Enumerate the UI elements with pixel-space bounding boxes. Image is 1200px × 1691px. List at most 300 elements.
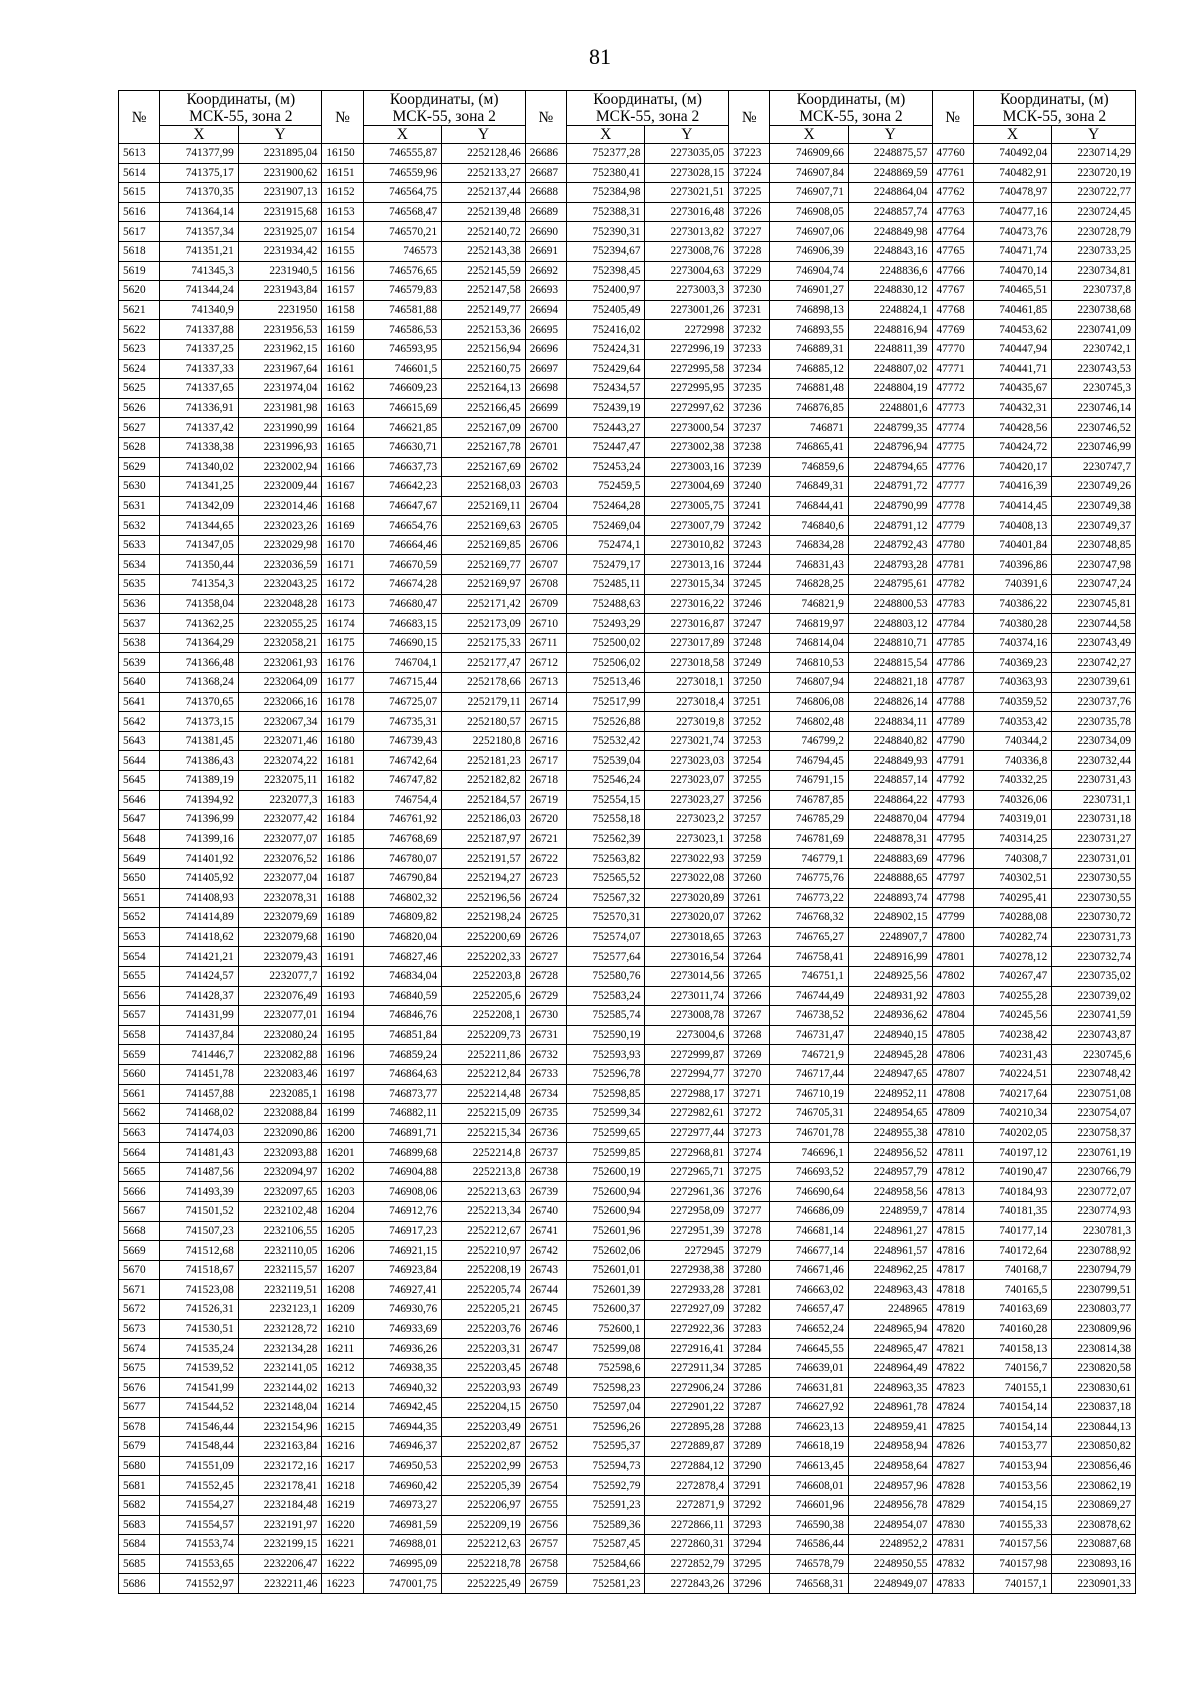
point-number: 16150: [322, 144, 363, 164]
coord-x: 746725,07: [363, 692, 441, 712]
point-number: 16181: [322, 751, 363, 771]
coord-y: 2248857,74: [848, 202, 932, 222]
coord-x: 746938,35: [363, 1358, 441, 1378]
point-number: 16199: [322, 1104, 363, 1124]
table-row: [119, 1143, 1136, 1163]
coord-y: 2231915,68: [238, 202, 322, 222]
coord-x: 740314,25: [973, 829, 1051, 849]
point-number: 37244: [729, 555, 770, 575]
coord-y: 2231895,04: [238, 144, 322, 164]
coord-x: 741336,91: [160, 398, 238, 418]
header-coords: [363, 91, 525, 126]
table-row: [119, 163, 1136, 183]
point-number: 16178: [322, 692, 363, 712]
point-number: 16166: [322, 457, 363, 477]
coord-y: 2230794,79: [1052, 1260, 1136, 1280]
point-number: 26732: [525, 1045, 566, 1065]
table-row: [119, 771, 1136, 791]
point-number: 47826: [932, 1437, 973, 1457]
table-row: [119, 1300, 1136, 1320]
point-number: 16221: [322, 1535, 363, 1555]
coord-x: 740359,52: [973, 692, 1051, 712]
coord-y: 2248958,64: [848, 1456, 932, 1476]
coord-y: 2273005,75: [645, 496, 729, 516]
coord-y: 2232110,05: [238, 1241, 322, 1261]
point-number: 26688: [525, 183, 566, 203]
coord-y: 2248962,25: [848, 1260, 932, 1280]
coord-y: 2232211,46: [238, 1574, 322, 1594]
coord-y: 2252184,57: [442, 790, 526, 810]
point-number: 47821: [932, 1339, 973, 1359]
coord-x: 746889,31: [770, 339, 848, 359]
point-number: 16191: [322, 947, 363, 967]
point-number: 37264: [729, 947, 770, 967]
coord-x: 752600,1: [567, 1319, 645, 1339]
table-row: [119, 1456, 1136, 1476]
coord-y: 2232088,84: [238, 1104, 322, 1124]
coord-y: 2272911,34: [645, 1358, 729, 1378]
coord-x: 741341,25: [160, 477, 238, 497]
table-row: [119, 1515, 1136, 1535]
point-number: 47767: [932, 281, 973, 301]
point-number: 5668: [119, 1221, 160, 1241]
point-number: 37263: [729, 927, 770, 947]
point-number: 37224: [729, 163, 770, 183]
coord-x: 746908,05: [770, 202, 848, 222]
coord-y: 2230741,09: [1052, 320, 1136, 340]
coord-x: 741377,99: [160, 144, 238, 164]
table-row: [119, 986, 1136, 1006]
point-number: 37237: [729, 418, 770, 438]
coord-y: 2273011,74: [645, 986, 729, 1006]
point-number: 37262: [729, 908, 770, 928]
coord-y: 2252169,85: [442, 535, 526, 555]
coord-y: 2248961,78: [848, 1398, 932, 1418]
point-number: 37277: [729, 1202, 770, 1222]
coord-x: 740380,28: [973, 614, 1051, 634]
coord-y: 2232076,52: [238, 849, 322, 869]
coord-x: 752539,04: [567, 751, 645, 771]
coord-x: 746807,94: [770, 673, 848, 693]
table-row: [119, 1123, 1136, 1143]
point-number: 5635: [119, 575, 160, 595]
coord-x: 752554,15: [567, 790, 645, 810]
point-number: 16184: [322, 810, 363, 830]
coord-y: 2272999,87: [645, 1045, 729, 1065]
coord-x: 740190,47: [973, 1162, 1051, 1182]
coord-x: 740282,74: [973, 927, 1051, 947]
coord-y: 2252128,46: [442, 144, 526, 164]
coord-x: 746844,41: [770, 496, 848, 516]
coord-x: 752602,06: [567, 1241, 645, 1261]
point-number: 16196: [322, 1045, 363, 1065]
point-number: 16187: [322, 868, 363, 888]
point-number: 26702: [525, 457, 566, 477]
coord-y: 2252203,76: [442, 1319, 526, 1339]
coord-x: 746731,47: [770, 1025, 848, 1045]
coord-y: 2273004,69: [645, 477, 729, 497]
coord-x: 746779,1: [770, 849, 848, 869]
coord-x: 740363,93: [973, 673, 1051, 693]
coord-x: 752597,04: [567, 1398, 645, 1418]
coord-y: 2272996,19: [645, 339, 729, 359]
table-row: [119, 1241, 1136, 1261]
coord-y: 2231940,5: [238, 261, 322, 281]
coord-y: 2248883,69: [848, 849, 932, 869]
coord-x: 740177,14: [973, 1221, 1051, 1241]
point-number: 5626: [119, 398, 160, 418]
coord-x: 746768,32: [770, 908, 848, 928]
coord-y: 2252180,8: [442, 731, 526, 751]
coord-x: 740424,72: [973, 437, 1051, 457]
coord-y: 2252212,63: [442, 1535, 526, 1555]
coord-y: 2272884,12: [645, 1456, 729, 1476]
header-subrow: [119, 126, 1136, 144]
point-number: 16203: [322, 1182, 363, 1202]
coord-y: 2231967,64: [238, 359, 322, 379]
coord-y: 2272866,11: [645, 1515, 729, 1535]
coord-x: 746609,23: [363, 379, 441, 399]
coord-y: 2273018,1: [645, 673, 729, 693]
point-number: 47761: [932, 163, 973, 183]
point-number: 47802: [932, 966, 973, 986]
point-number: 5684: [119, 1535, 160, 1555]
coord-x: 746802,48: [770, 712, 848, 732]
coord-y: 2232064,09: [238, 673, 322, 693]
coord-x: 741347,05: [160, 535, 238, 555]
coord-y: 2252145,59: [442, 261, 526, 281]
point-number: 47773: [932, 398, 973, 418]
coord-x: 752429,64: [567, 359, 645, 379]
point-number: 47807: [932, 1064, 973, 1084]
coord-y: 2230738,68: [1052, 300, 1136, 320]
table-row: [119, 908, 1136, 928]
coord-y: 2230734,09: [1052, 731, 1136, 751]
coord-y: 2232079,43: [238, 947, 322, 967]
point-number: 37296: [729, 1574, 770, 1594]
coord-x: 746810,53: [770, 653, 848, 673]
coord-y: 2230731,43: [1052, 771, 1136, 791]
point-number: 5648: [119, 829, 160, 849]
coord-y: 2230735,02: [1052, 966, 1136, 986]
coord-x: 740238,42: [973, 1025, 1051, 1045]
coord-x: 746671,46: [770, 1260, 848, 1280]
coord-y: 2252210,97: [442, 1241, 526, 1261]
point-number: 26749: [525, 1378, 566, 1398]
coord-y: 2252167,78: [442, 437, 526, 457]
point-number: 37248: [729, 633, 770, 653]
coord-x: 740217,64: [973, 1084, 1051, 1104]
coord-x: 746631,81: [770, 1378, 848, 1398]
coord-x: 746568,47: [363, 202, 441, 222]
coord-x: 741344,24: [160, 281, 238, 301]
point-number: 37254: [729, 751, 770, 771]
coord-x: 740153,56: [973, 1476, 1051, 1496]
coord-x: 740154,14: [973, 1398, 1051, 1418]
coord-y: 2248954,65: [848, 1104, 932, 1124]
point-number: 16204: [322, 1202, 363, 1222]
coord-y: 2248875,57: [848, 144, 932, 164]
coord-y: 2230814,38: [1052, 1339, 1136, 1359]
coord-y: 2248945,28: [848, 1045, 932, 1065]
coord-x: 746623,13: [770, 1417, 848, 1437]
point-number: 37267: [729, 1006, 770, 1026]
coord-y: 2232141,05: [238, 1358, 322, 1378]
point-number: 5651: [119, 888, 160, 908]
coord-y: 2252218,78: [442, 1554, 526, 1574]
point-number: 26706: [525, 535, 566, 555]
coord-x: 746568,31: [770, 1574, 848, 1594]
coord-y: 2230830,61: [1052, 1378, 1136, 1398]
coord-x: 746613,45: [770, 1456, 848, 1476]
point-number: 47769: [932, 320, 973, 340]
point-number: 5647: [119, 810, 160, 830]
coord-x: 752405,49: [567, 300, 645, 320]
table-row: [119, 379, 1136, 399]
coord-y: 2230748,85: [1052, 535, 1136, 555]
coord-y: 2232093,88: [238, 1143, 322, 1163]
coord-x: 741431,99: [160, 1006, 238, 1026]
coord-y: 2230742,1: [1052, 339, 1136, 359]
coord-x: 740369,23: [973, 653, 1051, 673]
coord-y: 2230732,44: [1052, 751, 1136, 771]
point-number: 47766: [932, 261, 973, 281]
coord-y: 2272998: [645, 320, 729, 340]
coord-x: 752592,79: [567, 1476, 645, 1496]
coord-x: 746768,69: [363, 829, 441, 849]
coord-y: 2252202,33: [442, 947, 526, 967]
point-number: 5652: [119, 908, 160, 928]
table-row: [119, 202, 1136, 222]
table-row: [119, 927, 1136, 947]
point-number: 16218: [322, 1476, 363, 1496]
point-number: 47779: [932, 516, 973, 536]
coord-y: 2232163,84: [238, 1437, 322, 1457]
coord-y: 2230728,79: [1052, 222, 1136, 242]
point-number: 5622: [119, 320, 160, 340]
point-number: 37295: [729, 1554, 770, 1574]
coord-y: 2273022,93: [645, 849, 729, 869]
coord-y: 2232097,65: [238, 1182, 322, 1202]
coord-x: 741446,7: [160, 1045, 238, 1065]
coord-x: 752469,04: [567, 516, 645, 536]
coord-y: 2248925,56: [848, 966, 932, 986]
coord-x: 746871: [770, 418, 848, 438]
point-number: 5634: [119, 555, 160, 575]
point-number: 47763: [932, 202, 973, 222]
point-number: 26705: [525, 516, 566, 536]
coord-x: 752595,37: [567, 1437, 645, 1457]
point-number: 5656: [119, 986, 160, 1006]
coord-y: 2248878,31: [848, 829, 932, 849]
point-number: 5625: [119, 379, 160, 399]
coord-x: 752526,88: [567, 712, 645, 732]
coord-y: 2230731,27: [1052, 829, 1136, 849]
point-number: 37290: [729, 1456, 770, 1476]
coord-x: 746579,83: [363, 281, 441, 301]
coord-x: 746680,47: [363, 594, 441, 614]
header-x: X: [160, 126, 238, 144]
point-number: 26746: [525, 1319, 566, 1339]
coord-x: 740478,97: [973, 183, 1051, 203]
header-coords: [160, 91, 322, 126]
coord-y: 2231990,99: [238, 418, 322, 438]
coord-x: 740453,62: [973, 320, 1051, 340]
coord-x: 746940,32: [363, 1378, 441, 1398]
coord-y: 2230820,58: [1052, 1358, 1136, 1378]
coord-y: 2230730,55: [1052, 888, 1136, 908]
coord-x: 740435,67: [973, 379, 1051, 399]
table-row: [119, 457, 1136, 477]
coord-x: 741457,88: [160, 1084, 238, 1104]
coord-y: 2230761,19: [1052, 1143, 1136, 1163]
coord-x: 752583,24: [567, 986, 645, 1006]
coord-y: 2248801,6: [848, 398, 932, 418]
coord-y: 2232191,97: [238, 1515, 322, 1535]
coord-x: 740428,56: [973, 418, 1051, 438]
header-coords-system: МСК-55, зона 2: [595, 108, 700, 125]
coord-y: 2230781,3: [1052, 1221, 1136, 1241]
coord-y: 2252180,57: [442, 712, 526, 732]
point-number: 37268: [729, 1025, 770, 1045]
coord-x: 740165,5: [973, 1280, 1051, 1300]
coord-y: 2273023,07: [645, 771, 729, 791]
point-number: 37255: [729, 771, 770, 791]
coord-y: 2252173,09: [442, 614, 526, 634]
table-row: [119, 653, 1136, 673]
point-number: 37236: [729, 398, 770, 418]
point-number: 37272: [729, 1104, 770, 1124]
coord-y: 2230747,98: [1052, 555, 1136, 575]
point-number: 16171: [322, 555, 363, 575]
coord-y: 2252213,34: [442, 1202, 526, 1222]
point-number: 26750: [525, 1398, 566, 1418]
coord-y: 2273014,56: [645, 966, 729, 986]
coord-x: 746715,44: [363, 673, 441, 693]
point-number: 16208: [322, 1280, 363, 1300]
table-row: [119, 1358, 1136, 1378]
coord-y: 2232184,48: [238, 1495, 322, 1515]
coord-x: 746981,59: [363, 1515, 441, 1535]
point-number: 26694: [525, 300, 566, 320]
point-number: 16219: [322, 1495, 363, 1515]
coord-y: 2248849,98: [848, 222, 932, 242]
point-number: 26729: [525, 986, 566, 1006]
coord-y: 2272938,38: [645, 1260, 729, 1280]
coord-x: 741552,97: [160, 1574, 238, 1594]
coord-x: 752598,6: [567, 1358, 645, 1378]
point-number: 37291: [729, 1476, 770, 1496]
coord-x: 746559,96: [363, 163, 441, 183]
coord-y: 2230878,62: [1052, 1515, 1136, 1535]
point-number: 37286: [729, 1378, 770, 1398]
coord-y: 2230749,37: [1052, 516, 1136, 536]
point-number: 5673: [119, 1319, 160, 1339]
point-number: 26699: [525, 398, 566, 418]
coord-y: 2248857,14: [848, 771, 932, 791]
coord-y: 2232119,51: [238, 1280, 322, 1300]
table-header: [119, 91, 1136, 144]
table-row: [119, 222, 1136, 242]
header-num: №: [729, 91, 770, 144]
coord-y: 2272843,26: [645, 1574, 729, 1594]
point-number: 16154: [322, 222, 363, 242]
coord-x: 741337,25: [160, 339, 238, 359]
point-number: 16192: [322, 966, 363, 986]
coord-x: 752388,31: [567, 202, 645, 222]
point-number: 37292: [729, 1495, 770, 1515]
table-row: [119, 437, 1136, 457]
point-number: 26736: [525, 1123, 566, 1143]
point-number: 16151: [322, 163, 363, 183]
point-number: 47793: [932, 790, 973, 810]
coord-x: 746654,76: [363, 516, 441, 536]
coord-y: 2230788,92: [1052, 1241, 1136, 1261]
point-number: 16153: [322, 202, 363, 222]
table-row: [119, 1182, 1136, 1202]
coord-x: 740155,33: [973, 1515, 1051, 1535]
coord-x: 746586,44: [770, 1535, 848, 1555]
point-number: 5628: [119, 437, 160, 457]
coord-y: 2273021,74: [645, 731, 729, 751]
point-number: 26744: [525, 1280, 566, 1300]
coord-y: 2252149,77: [442, 300, 526, 320]
coord-x: 740391,6: [973, 575, 1051, 595]
coord-y: 2252166,45: [442, 398, 526, 418]
table-row: [119, 1554, 1136, 1574]
coord-y: 2252205,74: [442, 1280, 526, 1300]
point-number: 37287: [729, 1398, 770, 1418]
point-number: 37235: [729, 379, 770, 399]
coord-x: 746799,2: [770, 731, 848, 751]
point-number: 47809: [932, 1104, 973, 1124]
table-row: [119, 849, 1136, 869]
point-number: 47782: [932, 575, 973, 595]
point-number: 47788: [932, 692, 973, 712]
coord-y: 2230743,49: [1052, 633, 1136, 653]
table-row: [119, 496, 1136, 516]
point-number: 37279: [729, 1241, 770, 1261]
coord-x: 746865,41: [770, 437, 848, 457]
coord-x: 746864,63: [363, 1064, 441, 1084]
coord-y: 2248791,12: [848, 516, 932, 536]
point-number: 47770: [932, 339, 973, 359]
coord-x: 746601,5: [363, 359, 441, 379]
coord-y: 2248843,16: [848, 241, 932, 261]
coord-y: 2248816,94: [848, 320, 932, 340]
coord-x: 740414,45: [973, 496, 1051, 516]
coord-y: 2248830,12: [848, 281, 932, 301]
point-number: 47787: [932, 673, 973, 693]
header-coords: [567, 91, 729, 126]
point-number: 37240: [729, 477, 770, 497]
coord-x: 740255,28: [973, 986, 1051, 1006]
coord-x: 746794,45: [770, 751, 848, 771]
coord-y: 2252205,39: [442, 1476, 526, 1496]
point-number: 26751: [525, 1417, 566, 1437]
point-number: 5677: [119, 1398, 160, 1418]
coord-y: 2232102,48: [238, 1202, 322, 1222]
point-number: 47789: [932, 712, 973, 732]
table-row: [119, 712, 1136, 732]
point-number: 47827: [932, 1456, 973, 1476]
header-coords-title: Координаты, (м): [1000, 91, 1109, 108]
point-number: 37266: [729, 986, 770, 1006]
point-number: 47801: [932, 947, 973, 967]
point-number: 26708: [525, 575, 566, 595]
coord-y: 2248957,79: [848, 1162, 932, 1182]
coord-y: 2272965,71: [645, 1162, 729, 1182]
